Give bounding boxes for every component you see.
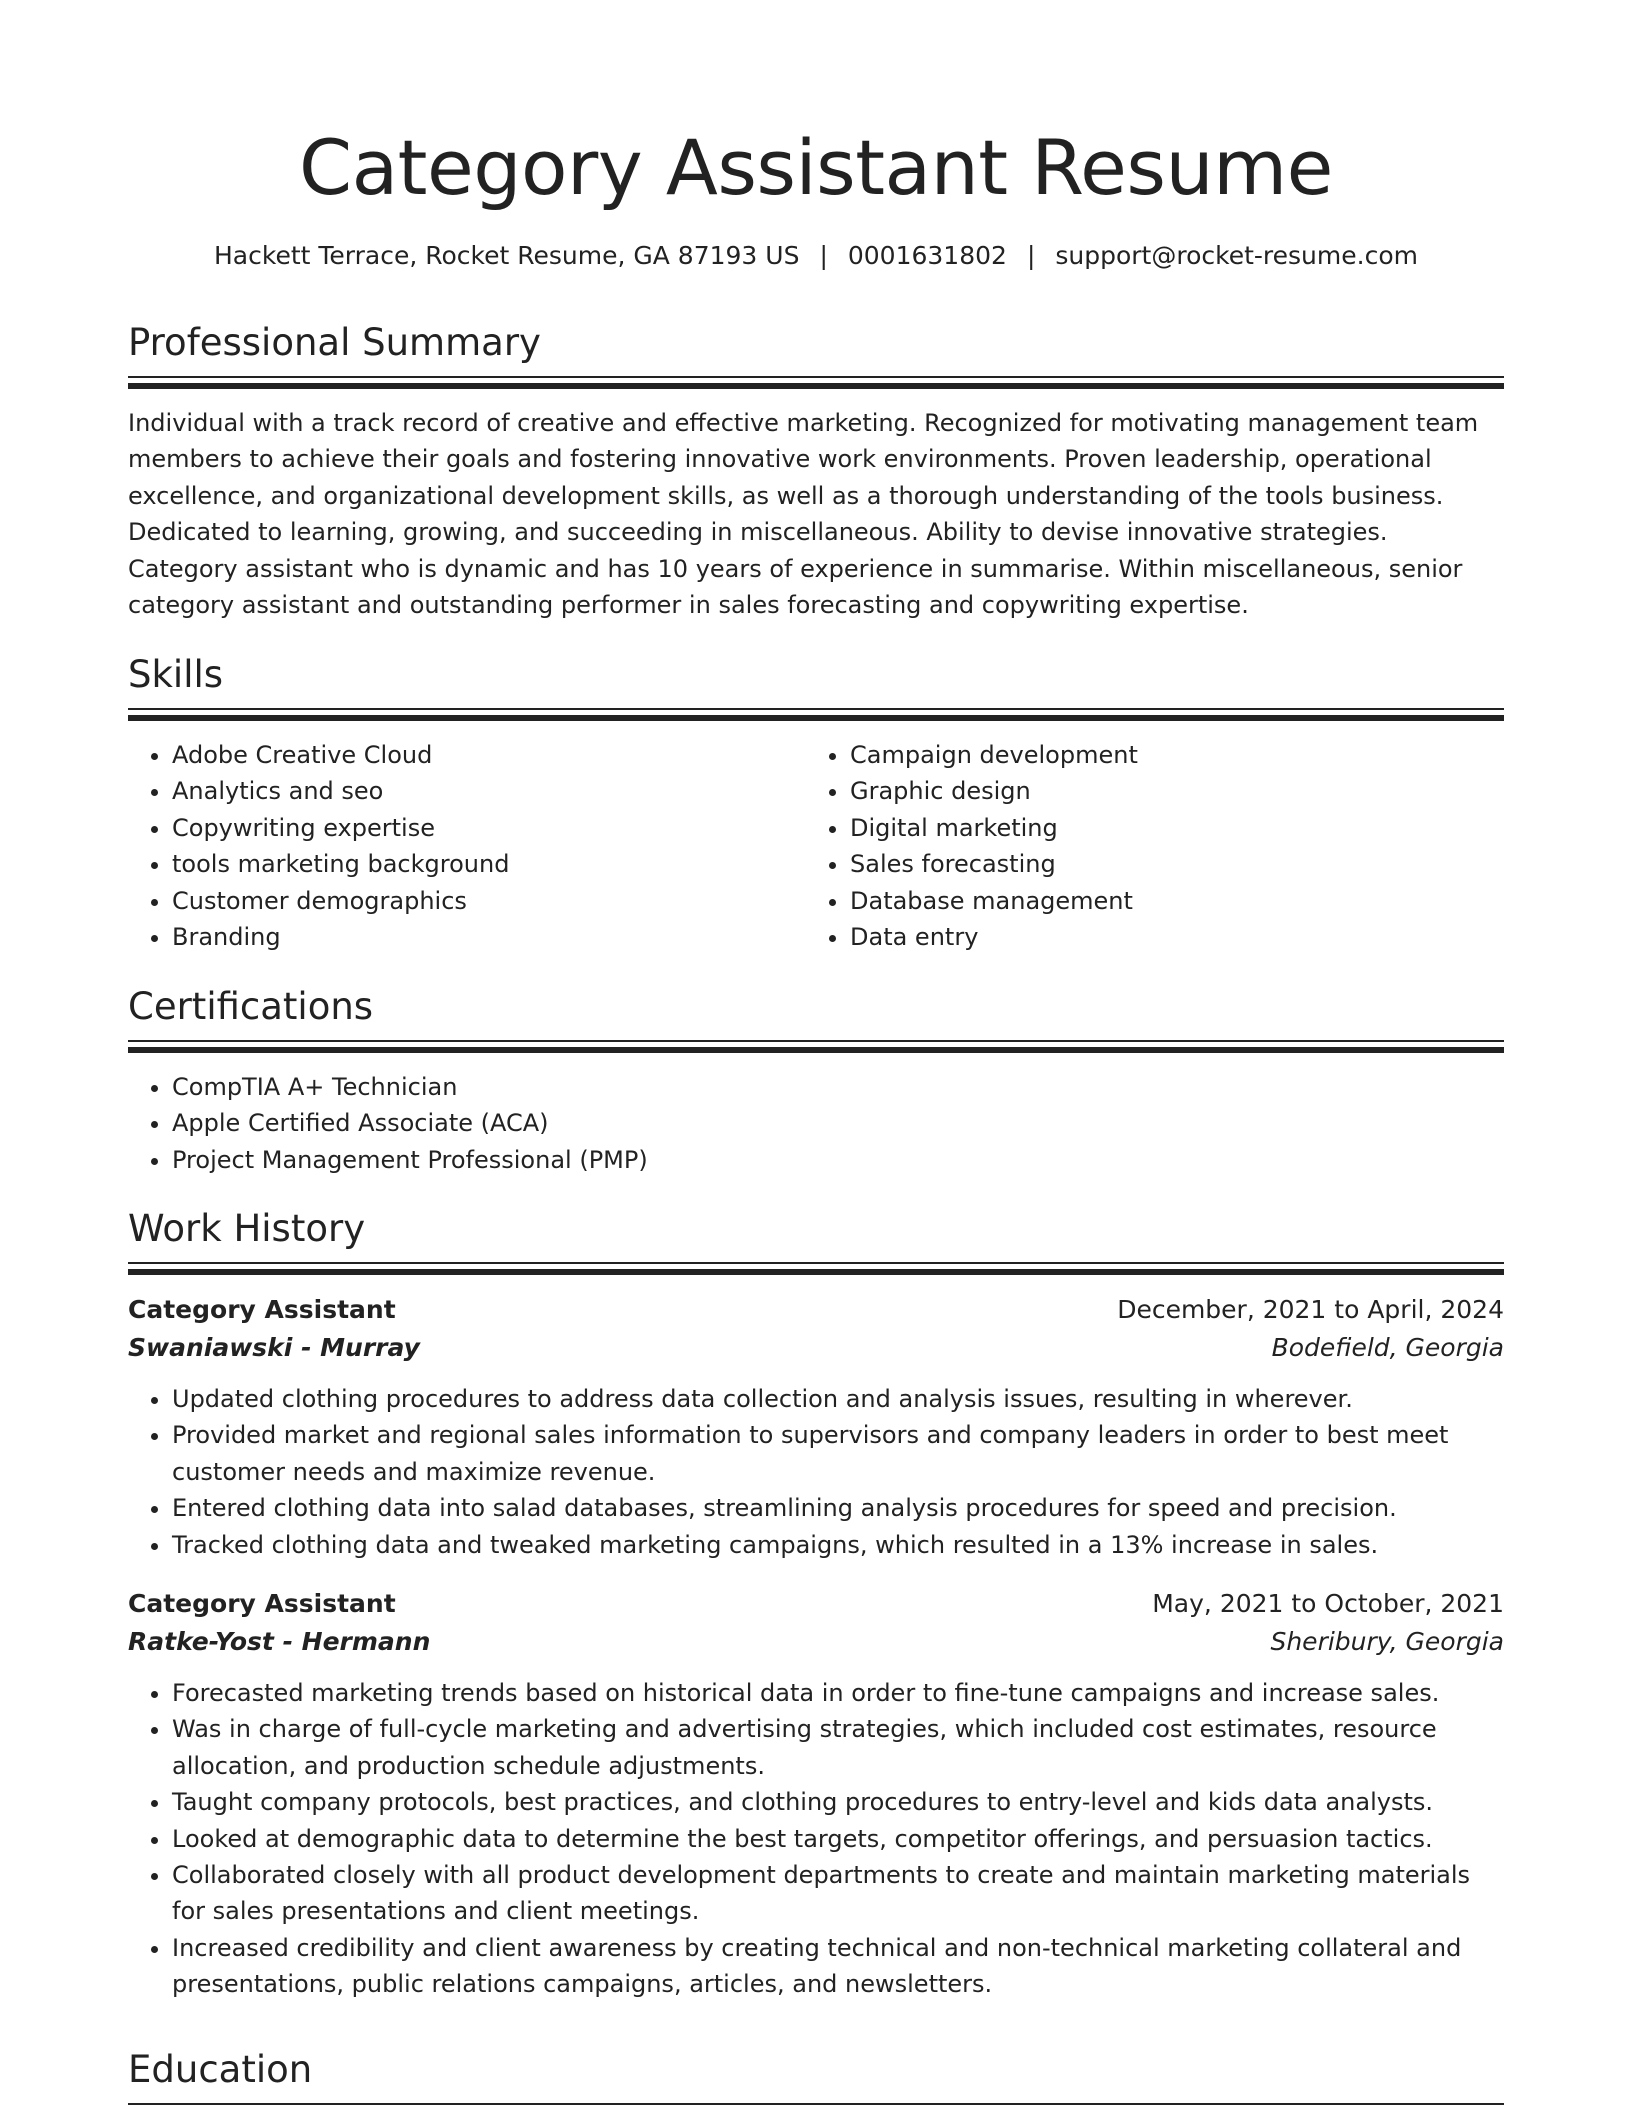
skills-section [128, 650, 1504, 955]
list-item: • Apple Certified Associate (ACA) [172, 1105, 1504, 1141]
skills-list-right [806, 737, 1484, 955]
section-divider [128, 1262, 1504, 1278]
job-title: Category Assistant [128, 1295, 396, 1324]
section-divider [128, 708, 1504, 724]
list-item: • Looked at demographic data to determine the best targets, competitor offerings, and persuasion tactics. [172, 1821, 1504, 1857]
list-item: • Customer demographics [172, 883, 806, 919]
job-location: Bodefield, Georgia [1271, 1333, 1504, 1362]
job-header-row [128, 1585, 1504, 1623]
job-title: Category Assistant [128, 1589, 396, 1619]
contact-email[interactable]: support@rocket-resume.com [1055, 241, 1418, 270]
contact-separator: | [819, 241, 828, 270]
list-item: • Increased credibility and client awareness by creating technical and non-technical marketing collateral and presentations, public relations campaigns, articles, and newsletters. [172, 1930, 1504, 2003]
job-company-row [128, 1329, 1504, 1367]
list-item: • Branding [172, 919, 806, 955]
certifications-heading: Certifications [128, 985, 374, 1028]
list-item: • Copywriting expertise [172, 810, 806, 846]
job-company: Ratke-Yost - Hermann [128, 1627, 431, 1657]
contact-separator: | [1026, 241, 1036, 270]
list-item: • Digital marketing [850, 810, 1484, 846]
section-divider [128, 2103, 1504, 2119]
skills-column-right [806, 737, 1484, 955]
list-item: • tools marketing background [172, 846, 806, 882]
job-dates: December, 2021 to April, 2024 [1117, 1295, 1504, 1324]
list-item: • Data entry [850, 919, 1484, 955]
list-item: • Forecasted marketing trends based on historical data in order to fine-tune campaigns and increase sales. [172, 1675, 1504, 1711]
list-item: • Sales forecasting [850, 846, 1484, 882]
summary-section [128, 318, 1504, 623]
certifications-section [128, 982, 1504, 1178]
contact-phone: 0001631802 [847, 241, 1007, 270]
list-item: • Adobe Creative Cloud [172, 737, 806, 773]
skills-heading: Skills [128, 653, 224, 696]
skills-columns [128, 737, 1504, 955]
job-company-row [128, 1623, 1504, 1661]
jobs-list [128, 1291, 1504, 2003]
list-item: • Tracked clothing data and tweaked marketing campaigns, which resulted in a 13% increase in sales. [172, 1527, 1504, 1563]
work-history-section [128, 1204, 1504, 2003]
education-heading: Education [128, 2048, 313, 2091]
job-header-row [128, 1291, 1504, 1329]
list-item: • Analytics and seo [172, 773, 806, 809]
education-section [128, 2045, 1504, 2119]
list-item: • Database management [850, 883, 1484, 919]
work-history-heading: Work History [128, 1207, 366, 1250]
skills-column-left [128, 737, 806, 955]
contact-line [128, 238, 1504, 274]
certifications-list [128, 1069, 1504, 1178]
job-company: Swaniawski - Murray [128, 1333, 420, 1362]
section-divider [128, 1040, 1504, 1056]
list-item: • Taught company protocols, best practices, and clothing procedures to entry-level and kids data analysts. [172, 1784, 1504, 1820]
job-entry [128, 1291, 1504, 1563]
job-dates: May, 2021 to October, 2021 [1152, 1589, 1504, 1619]
list-item: • Was in charge of full-cycle marketing and advertising strategies, which included cost estimates, resource allocation, and production schedule adjustments. [172, 1711, 1504, 1784]
list-item: • Collaborated closely with all product development departments to create and maintain marketing materials for sales presentations and client meetings. [172, 1857, 1504, 1930]
list-item: • Project Management Professional (PMP) [172, 1142, 1504, 1178]
list-item: • Entered clothing data into salad databases, streamlining analysis procedures for speed and precision. [172, 1490, 1504, 1526]
list-item: • Updated clothing procedures to address data collection and analysis issues, resulting in wherever. [172, 1381, 1504, 1417]
list-item: • CompTIA A+ Technician [172, 1069, 1504, 1105]
list-item: • Campaign development [850, 737, 1484, 773]
page-title: Category Assistant Resume [299, 123, 1333, 212]
summary-text: Individual with a track record of creative and effective marketing. Recognized for motivating management team members to achieve their goals and fostering innovative work environments. Proven leadership, operational excellence, and organizational development skills, as well as a thorough understanding of the tools business. Dedicated to learning, growing, and succeeding in miscellaneous. Ability to devise innovative strategies. Category assistant who is dynamic and has 10 years of experience in summarise. Within miscellaneous, senior category assistant and outstanding performer in sales forecasting and copywriting expertise. [128, 409, 1479, 620]
job-location: Sheribury, Georgia [1270, 1627, 1504, 1657]
job-bullets [128, 1381, 1504, 1563]
list-item: • Graphic design [850, 773, 1484, 809]
list-item: • Provided market and regional sales information to supervisors and company leaders in order to best meet customer needs and maximize revenue. [172, 1417, 1504, 1490]
job-entry [128, 1585, 1504, 2003]
summary-heading: Professional Summary [128, 321, 541, 364]
contact-address: Hackett Terrace, Rocket Resume, GA 87193 US [214, 241, 800, 270]
section-divider [128, 376, 1504, 392]
skills-list-left [128, 737, 806, 955]
job-bullets [128, 1675, 1504, 2003]
